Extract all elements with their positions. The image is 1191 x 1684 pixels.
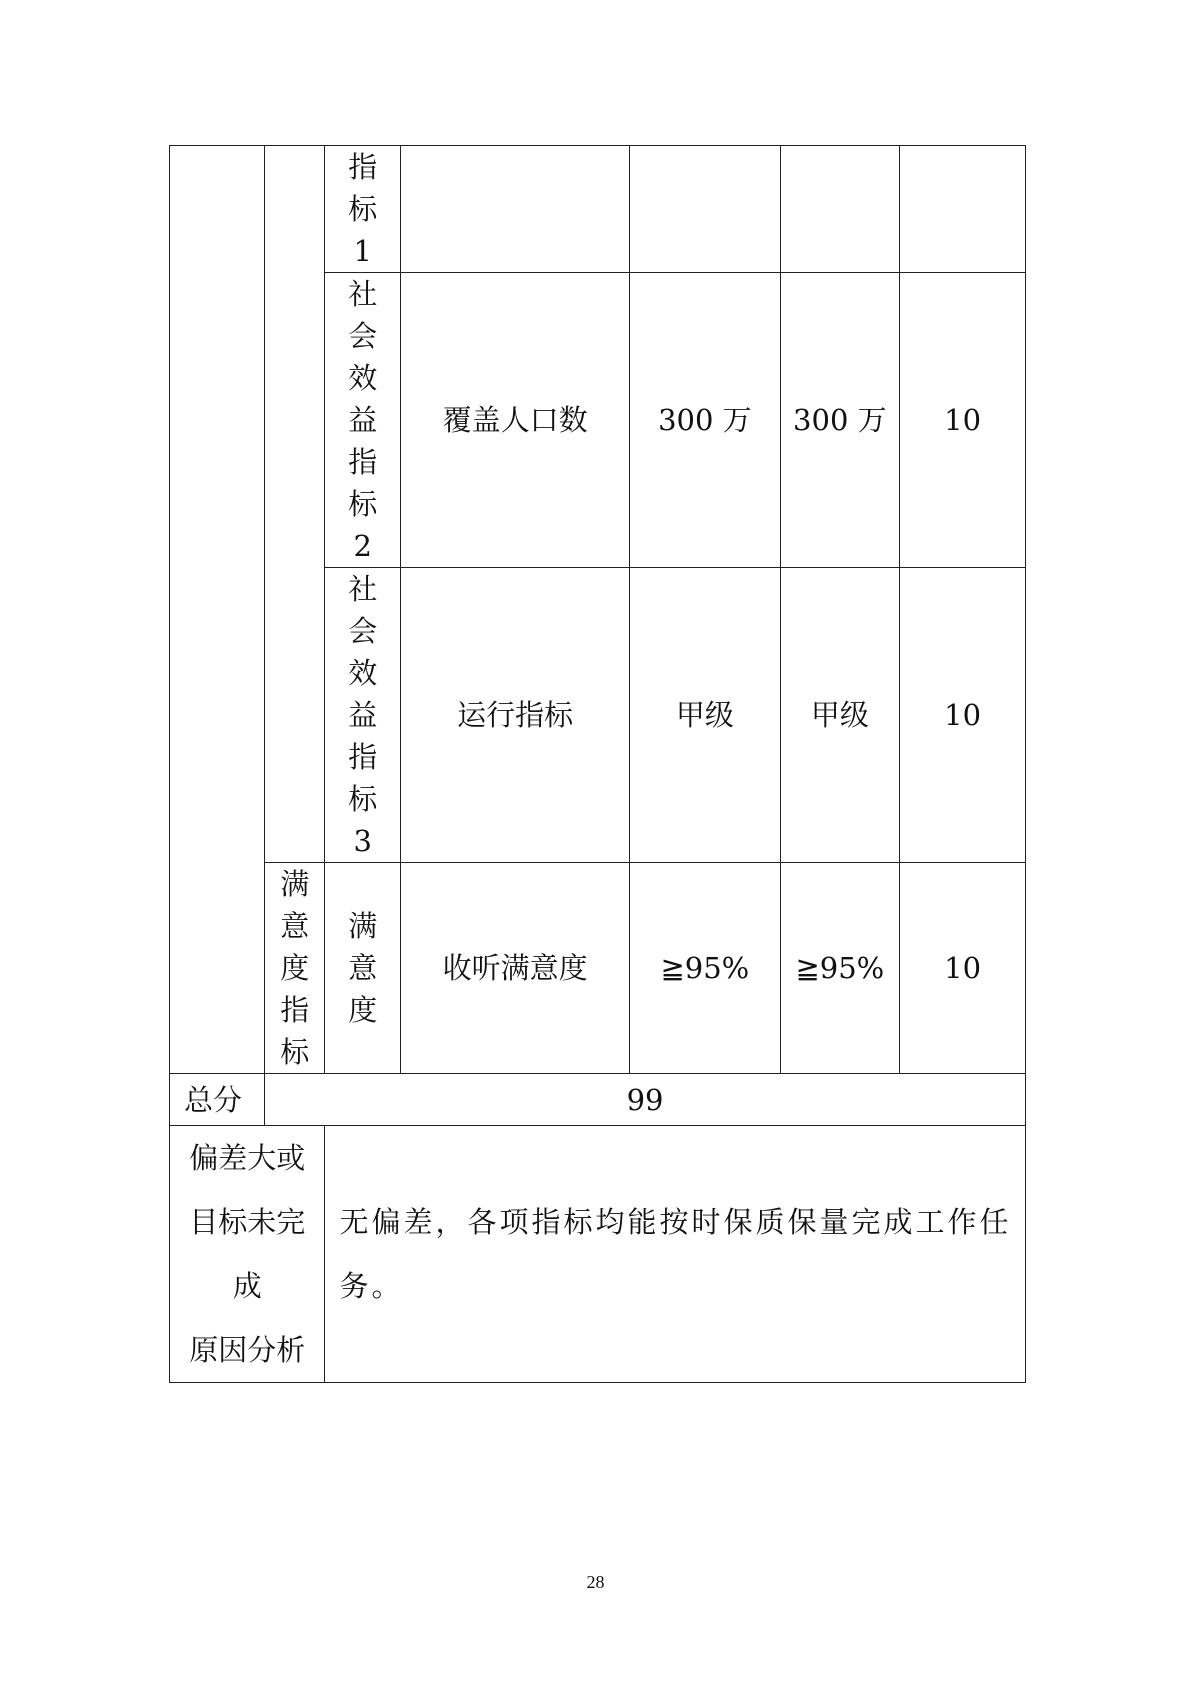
table-row [170,146,1026,273]
indicator-item-cell: 运行指标 [401,568,630,863]
target-value-cell: ≧95% [630,863,780,1074]
deviation-row [170,1126,1026,1383]
target-value-cell: 300 万 [630,273,780,568]
deviation-label-line: 偏差大或 [189,1141,306,1175]
actual-value-cell: 甲级 [780,568,900,863]
actual-value-cell: ≧95% [780,863,900,1074]
first-level-indicator-cell [170,146,265,1074]
sub-indicator-cell: 社会效益指标3 [325,568,401,863]
score-cell: 10 [900,273,1026,568]
table-row [170,863,1026,1074]
performance-table [169,145,1026,1383]
target-value-cell: 甲级 [630,568,780,863]
total-label: 总分 [170,1074,265,1126]
target-value-cell [630,146,780,273]
indicator-item-cell [401,146,630,273]
deviation-label [170,1126,325,1383]
actual-value-cell [780,146,900,273]
sub-indicator-cell: 社会效益指标2 [325,273,401,568]
deviation-label-line: 成 [232,1269,262,1303]
score-cell: 10 [900,863,1026,1074]
sub-indicator-cell: 指标1 [325,146,401,273]
deviation-label-line: 目标未完 [189,1205,306,1239]
actual-value-cell: 300 万 [780,273,900,568]
sub-indicator-cell: 满意度 [325,863,401,1074]
deviation-analysis-text: 无偏差，各项指标均能按时保质保量完成工作任务。 [325,1126,1026,1383]
total-score: 99 [265,1074,1026,1126]
page-number: 28 [586,1572,605,1592]
deviation-label-line: 原因分析 [189,1333,306,1367]
indicator-item-cell: 覆盖人口数 [401,273,630,568]
total-row [170,1074,1026,1126]
indicator-item-cell: 收听满意度 [401,863,630,1074]
second-level-indicator-cell [265,146,325,863]
satisfaction-category-cell: 满意度指标 [265,863,325,1074]
score-cell [900,146,1026,273]
score-cell: 10 [900,568,1026,863]
